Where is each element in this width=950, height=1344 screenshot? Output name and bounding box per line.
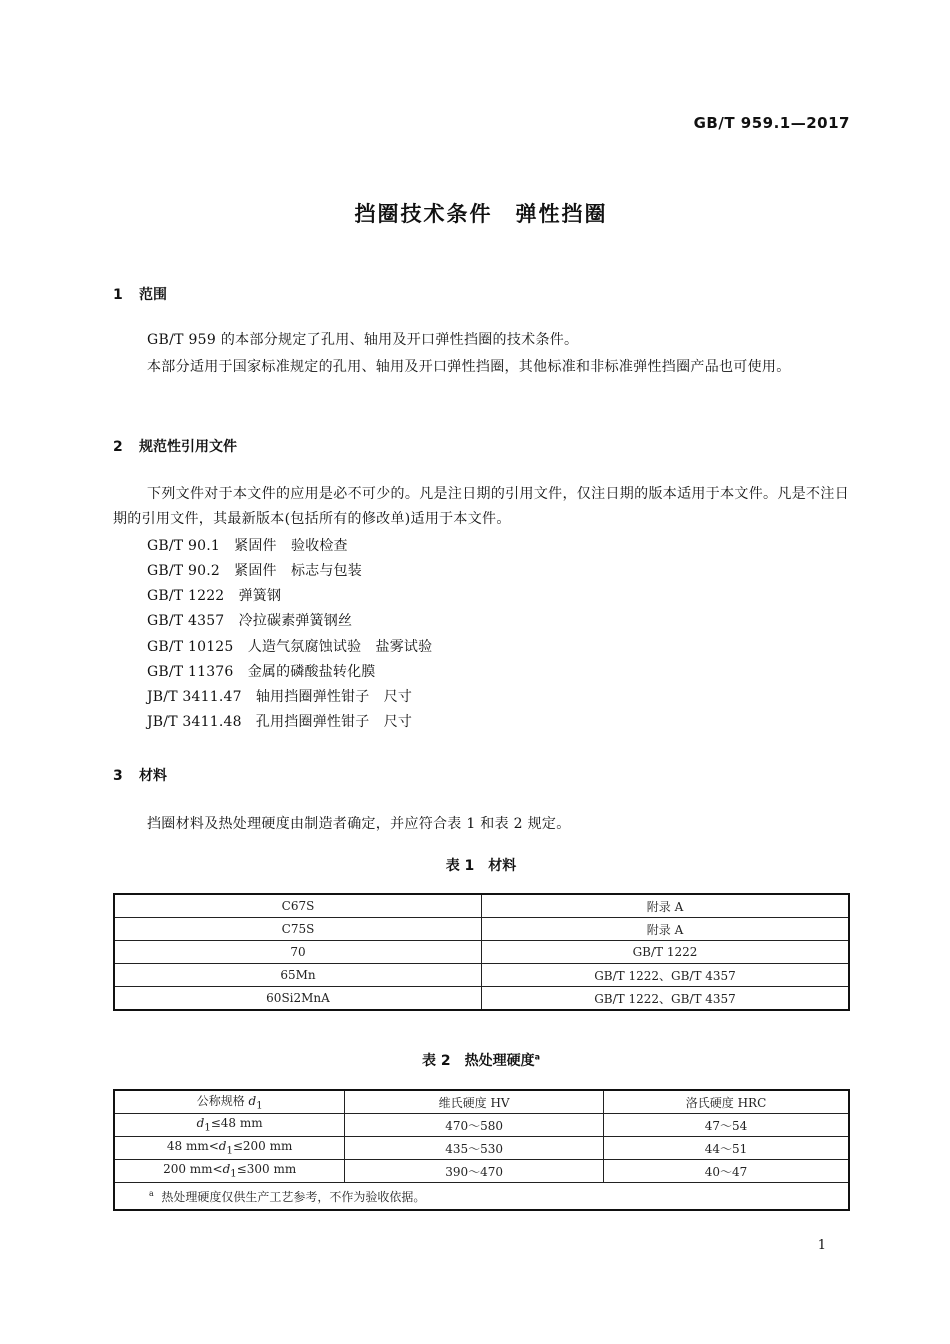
header-cell-size [114,1090,345,1114]
table-row [114,1137,849,1160]
reference-item: JB/T 3411.48 孔用挡圈弹性钳子 尺寸 [147,714,413,730]
cell-prefix: 48 mm< [166,1139,219,1154]
header-cell-hv: 维氏硬度 HV [345,1090,604,1114]
variable-d: d [222,1162,231,1177]
subscript: 1 [226,1145,233,1157]
cell-suffix: ≤200 mm [232,1139,293,1154]
variable-d: d [248,1094,257,1109]
table-2-title-text: 表 2 热处理硬度 [421,1053,535,1069]
table-cell: GB/T 1222、GB/T 4357 [482,987,850,1011]
page-number: 1 [817,1238,826,1253]
table-cell: 65Mn [114,964,482,987]
materials-table [113,893,850,1011]
table-header-row [114,1090,849,1114]
table-2-title [0,1050,950,1070]
note-text: 热处理硬度仅供生产工艺参考，不作为验收依据。 [161,1189,426,1204]
table-cell: 附录 A [482,918,850,941]
reference-item: GB/T 4357 冷拉碳素弹簧钢丝 [147,613,353,629]
table-1-title: 表 1 材料 [445,858,517,874]
table-note-row [114,1183,849,1211]
cell-suffix: ≤300 mm [236,1162,297,1177]
table-cell: 附录 A [482,894,850,918]
table-cell: GB/T 1222 [482,941,850,964]
table-cell [114,1137,345,1160]
section-number: 2 [113,439,123,455]
section-1-heading [113,284,167,304]
table-cell: 44～51 [604,1137,850,1160]
section-2-paragraph: 下列文件对于本文件的应用是必不可少的。凡是注日期的引用文件，仅注日期的版本适用于本文件。凡是不注日期的引用文件，其最新版本(包括所有的修改单)适用于本文件。 [113,486,849,527]
reference-item: GB/T 90.1 紧固件 验收检查 [147,538,348,554]
variable-d: d [196,1116,205,1131]
table-cell: C75S [114,918,482,941]
table-cell [114,1114,345,1137]
reference-item: GB/T 11376 金属的磷酸盐转化膜 [147,664,376,680]
reference-item: JB/T 3411.47 轴用挡圈弹性钳子 尺寸 [147,689,413,705]
section-title: 规范性引用文件 [139,439,237,455]
table-cell: 390～470 [345,1160,604,1183]
table-row [114,1160,849,1183]
cell-prefix: 200 mm< [163,1162,223,1177]
subscript: 1 [230,1168,237,1180]
header-text: 公称规格 [196,1094,249,1109]
table-cell: 470～580 [345,1114,604,1137]
table-row [114,987,849,1011]
standard-code: GB/T 959.1—2017 [693,114,850,132]
table-cell: GB/T 1222、GB/T 4357 [482,964,850,987]
table-row [114,964,849,987]
table-cell: 70 [114,941,482,964]
table-row [114,918,849,941]
section-number: 1 [113,287,123,303]
reference-item: GB/T 90.2 紧固件 标志与包装 [147,563,362,579]
table-cell [114,1160,345,1183]
header-cell-hrc: 洛氏硬度 HRC [604,1090,850,1114]
subscript: 1 [204,1122,211,1134]
subscript: 1 [256,1100,263,1112]
table-cell: 435～530 [345,1137,604,1160]
footnote-mark: a [149,1188,154,1198]
table-row [114,941,849,964]
document-title: 挡圈技术条件 弹性挡圈 [354,202,608,226]
section-2-heading [113,436,237,456]
variable-d: d [218,1139,227,1154]
reference-item: GB/T 10125 人造气氛腐蚀试验 盐雾试验 [147,639,433,655]
footnote-mark: a [534,1052,541,1062]
table-cell: 60Si2MnA [114,987,482,1011]
table-cell: C67S [114,894,482,918]
section-title: 材料 [139,768,167,784]
cell-suffix: ≤48 mm [210,1116,263,1131]
section-1-paragraph-2: 本部分适用于国家标准规定的孔用、轴用及开口弹性挡圈，其他标准和非标准弹性挡圈产品也可使用。 [147,359,791,375]
section-1-paragraph-1: GB/T 959 的本部分规定了孔用、轴用及开口弹性挡圈的技术条件。 [147,332,579,348]
hardness-table [113,1089,850,1211]
table-row [114,894,849,918]
table-cell: 40～47 [604,1160,850,1183]
section-number: 3 [113,768,123,784]
reference-item: GB/T 1222 弹簧钢 [147,588,282,604]
table-note [114,1183,849,1211]
table-cell: 47～54 [604,1114,850,1137]
section-title: 范围 [139,287,167,303]
section-3-heading [113,765,167,785]
section-3-paragraph: 挡圈材料及热处理硬度由制造者确定，并应符合表 1 和表 2 规定。 [147,816,571,832]
table-row [114,1114,849,1137]
